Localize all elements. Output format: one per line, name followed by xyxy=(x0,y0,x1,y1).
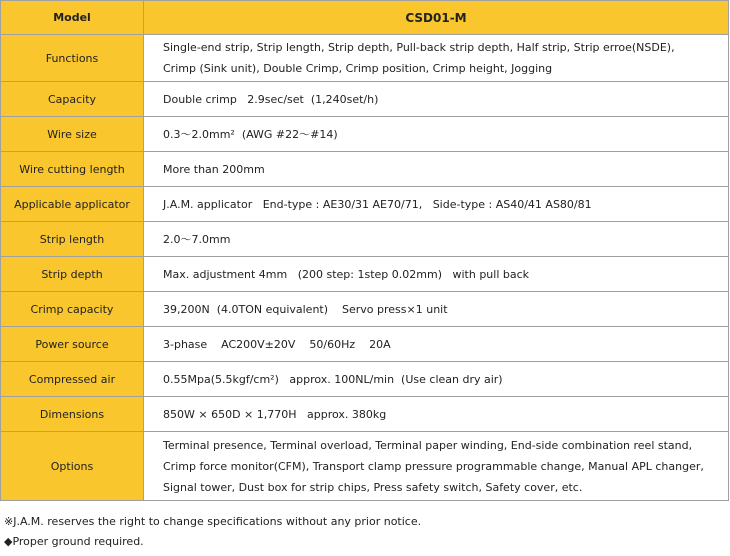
row-value: 3-phase AC200V±20V 50/60Hz 20A xyxy=(144,327,729,362)
row-label: Applicable applicator xyxy=(1,187,144,222)
row-label: Functions xyxy=(1,35,144,82)
disclaimer-note: ※J.A.M. reserves the right to change specifications without any prior notice. xyxy=(4,515,422,528)
row-value: 0.3～2.0mm² (AWG #22～#14) xyxy=(144,117,729,152)
row-label: Dimensions xyxy=(1,397,144,432)
value-line: Signal tower, Dust box for strip chips, Press safety switch, Safety cover, etc. xyxy=(163,480,583,494)
row-value: Double crimp 2.9sec/set (1,240set/h) xyxy=(144,82,729,117)
row-label: Wire cutting length xyxy=(1,152,144,187)
row-value: More than 200mm xyxy=(144,152,729,187)
header-label: Model xyxy=(1,1,144,35)
row-label: Options xyxy=(1,432,144,501)
table-row xyxy=(1,82,729,117)
table-row xyxy=(1,292,729,327)
table-row xyxy=(1,117,729,152)
row-value: 39,200N (4.0TON equivalent) Servo press×1 unit xyxy=(144,292,729,327)
table-row xyxy=(1,257,729,292)
row-label: Crimp capacity xyxy=(1,292,144,327)
row-label: Wire size xyxy=(1,117,144,152)
model-name: CSD01-M xyxy=(144,1,729,35)
row-label: Capacity xyxy=(1,82,144,117)
row-value: 2.0～7.0mm xyxy=(144,222,729,257)
row-value: 0.55Mpa(5.5kgf/cm²) approx. 100NL/min (Use clean dry air) xyxy=(144,362,729,397)
value-line: Crimp force monitor(CFM), Transport clamp pressure programmable change, Manual APL changer, xyxy=(163,459,704,473)
row-value xyxy=(144,35,729,82)
value-line: Crimp (Sink unit), Double Crimp, Crimp position, Crimp height, Jogging xyxy=(163,62,553,75)
row-label: Power source xyxy=(1,327,144,362)
row-label: Strip depth xyxy=(1,257,144,292)
table-row xyxy=(1,397,729,432)
table-row xyxy=(1,327,729,362)
table-row xyxy=(1,222,729,257)
row-value: Max. adjustment 4mm (200 step: 1step 0.02mm) with pull back xyxy=(144,257,729,292)
table-row xyxy=(1,187,729,222)
row-label: Compressed air xyxy=(1,362,144,397)
table-row xyxy=(1,152,729,187)
row-label: Strip length xyxy=(1,222,144,257)
row-value: 850W × 650D × 1,770H approx. 380kg xyxy=(144,397,729,432)
table-row xyxy=(1,35,729,82)
ground-note: ◆Proper ground required. xyxy=(4,535,144,548)
table-header-row xyxy=(1,1,729,35)
table-row xyxy=(1,362,729,397)
value-line: Terminal presence, Terminal overload, Terminal paper winding, End-side combination reel stand, xyxy=(163,438,693,452)
table-row xyxy=(1,432,729,501)
row-value: J.A.M. applicator End-type : AE30/31 AE70/71, Side-type : AS40/41 AS80/81 xyxy=(144,187,729,222)
value-line: Single-end strip, Strip length, Strip depth, Pull-back strip depth, Half strip, Strip erroe(NSDE), xyxy=(163,41,675,54)
row-value xyxy=(144,432,729,501)
footnotes xyxy=(4,512,421,552)
